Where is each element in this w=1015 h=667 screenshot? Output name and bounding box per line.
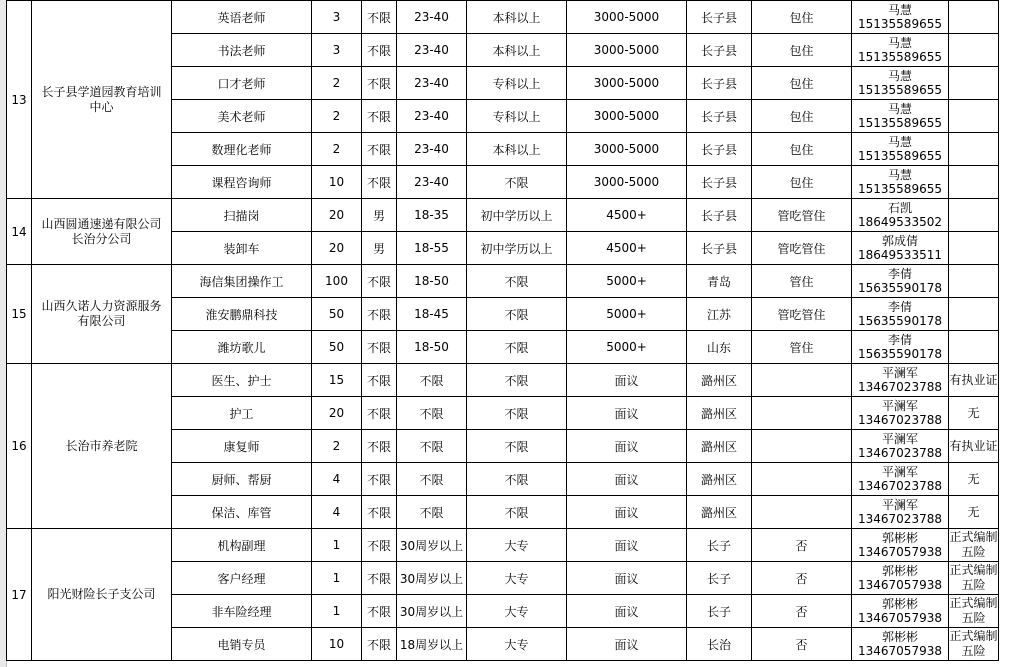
note-cell[interactable]: 无	[949, 496, 999, 529]
contact-cell[interactable]	[852, 496, 949, 529]
benefits-cell[interactable]	[752, 364, 852, 397]
contact-cell[interactable]	[852, 67, 949, 100]
benefits-cell[interactable]: 包住	[752, 1, 852, 34]
table-row	[7, 529, 999, 562]
location-cell[interactable]: 长治	[687, 628, 752, 661]
company-cell[interactable]: 山西圆通速递有限公司长治分公司	[32, 199, 172, 265]
gender-cell[interactable]: 不限	[362, 628, 397, 661]
position-cell[interactable]: 英语老师	[172, 1, 312, 34]
contact-cell[interactable]	[852, 34, 949, 67]
count-cell[interactable]: 2	[312, 100, 362, 133]
position-cell[interactable]: 口才老师	[172, 67, 312, 100]
contact-name: 郭成倩	[881, 234, 918, 248]
contact-name: 平澜军	[881, 366, 918, 380]
education-cell[interactable]: 不限	[467, 298, 567, 331]
age-cell[interactable]: 不限	[397, 463, 467, 496]
gender-cell[interactable]: 不限	[362, 34, 397, 67]
position-cell[interactable]: 海信集团操作工	[172, 265, 312, 298]
salary-cell[interactable]: 面议	[567, 430, 687, 463]
count-cell[interactable]: 50	[312, 298, 362, 331]
gender-cell[interactable]: 不限	[362, 133, 397, 166]
contact-name: 李倩	[887, 333, 912, 347]
note-cell[interactable]: 无	[949, 397, 999, 430]
contact-name: 李倩	[887, 300, 912, 314]
salary-cell[interactable]: 面议	[567, 628, 687, 661]
education-cell[interactable]: 本科以上	[467, 1, 567, 34]
count-cell[interactable]: 20	[312, 199, 362, 232]
education-cell[interactable]: 大专	[467, 628, 567, 661]
contact-cell[interactable]	[852, 364, 949, 397]
gender-cell[interactable]: 不限	[362, 331, 397, 364]
contact-name: 平澜军	[881, 465, 918, 479]
note-cell[interactable]	[949, 199, 999, 232]
position-cell[interactable]: 潍坊歌儿	[172, 331, 312, 364]
age-cell[interactable]: 18周岁以上	[397, 628, 467, 661]
count-cell[interactable]: 2	[312, 430, 362, 463]
contact-cell[interactable]	[852, 232, 949, 265]
benefits-cell[interactable]	[752, 463, 852, 496]
note-cell[interactable]: 有执业证	[949, 364, 999, 397]
gender-cell[interactable]: 不限	[362, 1, 397, 34]
group-index-cell[interactable]: 13	[7, 1, 32, 199]
contact-phone: 13467057938	[858, 611, 942, 625]
contact-phone: 15635590178	[858, 281, 942, 295]
contact-name: 郭彬彬	[881, 564, 918, 578]
age-cell[interactable]: 18-50	[397, 331, 467, 364]
count-cell[interactable]: 20	[312, 232, 362, 265]
location-cell[interactable]: 江苏	[687, 298, 752, 331]
position-cell[interactable]: 客户经理	[172, 562, 312, 595]
count-cell[interactable]: 3	[312, 34, 362, 67]
count-cell[interactable]: 50	[312, 331, 362, 364]
age-cell[interactable]: 18-35	[397, 199, 467, 232]
age-cell[interactable]: 不限	[397, 364, 467, 397]
contact-cell[interactable]	[852, 463, 949, 496]
age-cell[interactable]: 23-40	[397, 133, 467, 166]
count-cell[interactable]: 10	[312, 166, 362, 199]
location-cell[interactable]: 长子县	[687, 232, 752, 265]
contact-name: 马慧	[887, 102, 912, 116]
count-cell[interactable]: 100	[312, 265, 362, 298]
contact-cell[interactable]	[852, 430, 949, 463]
education-cell[interactable]: 不限	[467, 166, 567, 199]
table-row	[7, 265, 999, 298]
education-cell[interactable]: 大专	[467, 595, 567, 628]
contact-cell[interactable]	[852, 133, 949, 166]
benefits-cell[interactable]: 包住	[752, 100, 852, 133]
note-cell[interactable]	[949, 265, 999, 298]
company-cell[interactable]: 长子县学道园教育培训中心	[32, 1, 172, 199]
count-cell[interactable]: 20	[312, 397, 362, 430]
salary-cell[interactable]: 3000-5000	[567, 100, 687, 133]
position-cell[interactable]: 护工	[172, 397, 312, 430]
position-cell[interactable]: 美术老师	[172, 100, 312, 133]
salary-cell[interactable]: 面议	[567, 397, 687, 430]
gender-cell[interactable]: 男	[362, 232, 397, 265]
education-cell[interactable]: 不限	[467, 496, 567, 529]
location-cell[interactable]: 潞州区	[687, 496, 752, 529]
position-cell[interactable]: 保洁、库管	[172, 496, 312, 529]
benefits-cell[interactable]	[752, 496, 852, 529]
benefits-cell[interactable]: 包住	[752, 166, 852, 199]
contact-cell[interactable]	[852, 562, 949, 595]
salary-cell[interactable]: 面议	[567, 364, 687, 397]
position-cell[interactable]: 书法老师	[172, 34, 312, 67]
gender-cell[interactable]: 不限	[362, 265, 397, 298]
count-cell[interactable]: 10	[312, 628, 362, 661]
salary-cell[interactable]: 5000+	[567, 265, 687, 298]
gender-cell[interactable]: 不限	[362, 529, 397, 562]
age-cell[interactable]: 不限	[397, 496, 467, 529]
gender-cell[interactable]: 不限	[362, 463, 397, 496]
education-cell[interactable]: 本科以上	[467, 34, 567, 67]
salary-cell[interactable]: 面议	[567, 562, 687, 595]
note-cell[interactable]	[949, 232, 999, 265]
note-cell[interactable]	[949, 67, 999, 100]
salary-cell[interactable]: 面议	[567, 463, 687, 496]
contact-name: 石凯	[887, 201, 912, 215]
contact-cell[interactable]	[852, 397, 949, 430]
benefits-cell[interactable]: 管吃管住	[752, 199, 852, 232]
note-cell[interactable]	[949, 166, 999, 199]
contact-phone: 13467023788	[858, 512, 942, 526]
location-cell[interactable]: 长子	[687, 595, 752, 628]
benefits-cell[interactable]: 否	[752, 529, 852, 562]
gender-cell[interactable]: 不限	[362, 298, 397, 331]
education-cell[interactable]: 本科以上	[467, 133, 567, 166]
contact-phone: 15635590178	[858, 314, 942, 328]
position-cell[interactable]: 医生、护士	[172, 364, 312, 397]
note-cell[interactable]: 有执业证	[949, 430, 999, 463]
age-cell[interactable]: 23-40	[397, 1, 467, 34]
education-cell[interactable]: 不限	[467, 430, 567, 463]
age-cell[interactable]: 23-40	[397, 34, 467, 67]
contact-phone: 13467023788	[858, 380, 942, 394]
contact-name: 马慧	[887, 36, 912, 50]
location-cell[interactable]: 山东	[687, 331, 752, 364]
age-cell[interactable]: 23-40	[397, 100, 467, 133]
position-cell[interactable]: 电销专员	[172, 628, 312, 661]
group-index-cell[interactable]: 17	[7, 529, 32, 661]
location-cell[interactable]: 长子县	[687, 1, 752, 34]
location-cell[interactable]: 潞州区	[687, 397, 752, 430]
count-cell[interactable]: 15	[312, 364, 362, 397]
contact-phone: 13467023788	[858, 413, 942, 427]
age-cell[interactable]: 不限	[397, 397, 467, 430]
contact-name: 郭彬彬	[881, 597, 918, 611]
location-cell[interactable]: 青岛	[687, 265, 752, 298]
position-cell[interactable]: 厨师、帮厨	[172, 463, 312, 496]
count-cell[interactable]: 2	[312, 133, 362, 166]
company-cell[interactable]: 山西久诺人力资源服务有限公司	[32, 265, 172, 364]
position-cell[interactable]: 机构副理	[172, 529, 312, 562]
position-cell[interactable]: 扫描岗	[172, 199, 312, 232]
location-cell[interactable]: 长子	[687, 529, 752, 562]
gender-cell[interactable]: 不限	[362, 100, 397, 133]
count-cell[interactable]: 1	[312, 529, 362, 562]
note-cell[interactable]: 正式编制五险	[949, 562, 999, 595]
note-cell[interactable]	[949, 298, 999, 331]
note-cell[interactable]	[949, 133, 999, 166]
contact-phone: 13467057938	[858, 545, 942, 559]
contact-phone: 13467057938	[858, 578, 942, 592]
age-cell[interactable]: 18-45	[397, 298, 467, 331]
contact-cell[interactable]	[852, 628, 949, 661]
count-cell[interactable]: 4	[312, 463, 362, 496]
benefits-cell[interactable]: 管吃管住	[752, 298, 852, 331]
contact-phone: 13467023788	[858, 446, 942, 460]
location-cell[interactable]: 潞州区	[687, 364, 752, 397]
contact-phone: 15135589655	[858, 182, 942, 196]
contact-cell[interactable]	[852, 265, 949, 298]
salary-cell[interactable]: 面议	[567, 529, 687, 562]
education-cell[interactable]: 初中学历以上	[467, 199, 567, 232]
benefits-cell[interactable]: 管住	[752, 265, 852, 298]
salary-cell[interactable]: 3000-5000	[567, 34, 687, 67]
age-cell[interactable]: 23-40	[397, 166, 467, 199]
table-row	[7, 199, 999, 232]
benefits-cell[interactable]	[752, 397, 852, 430]
benefits-cell[interactable]: 否	[752, 595, 852, 628]
age-cell[interactable]: 30周岁以上	[397, 529, 467, 562]
education-cell[interactable]: 不限	[467, 397, 567, 430]
education-cell[interactable]: 大专	[467, 529, 567, 562]
count-cell[interactable]: 3	[312, 1, 362, 34]
count-cell[interactable]: 2	[312, 67, 362, 100]
gender-cell[interactable]: 不限	[362, 67, 397, 100]
contact-name: 马慧	[887, 168, 912, 182]
education-cell[interactable]: 专科以上	[467, 67, 567, 100]
count-cell[interactable]: 4	[312, 496, 362, 529]
contact-cell[interactable]	[852, 199, 949, 232]
salary-cell[interactable]: 3000-5000	[567, 67, 687, 100]
contact-name: 郭彬彬	[881, 531, 918, 545]
contact-cell[interactable]	[852, 100, 949, 133]
age-cell[interactable]: 30周岁以上	[397, 562, 467, 595]
count-cell[interactable]: 1	[312, 595, 362, 628]
table-row	[7, 364, 999, 397]
table-body	[7, 1, 999, 661]
location-cell[interactable]: 长子县	[687, 199, 752, 232]
gender-cell[interactable]: 不限	[362, 430, 397, 463]
contact-name: 马慧	[887, 69, 912, 83]
location-cell[interactable]: 长子县	[687, 100, 752, 133]
salary-cell[interactable]: 5000+	[567, 298, 687, 331]
contact-cell[interactable]	[852, 529, 949, 562]
education-cell[interactable]: 大专	[467, 562, 567, 595]
note-cell[interactable]: 正式编制五险	[949, 529, 999, 562]
gender-cell[interactable]: 不限	[362, 562, 397, 595]
benefits-cell[interactable]: 包住	[752, 34, 852, 67]
note-cell[interactable]: 无	[949, 463, 999, 496]
contact-phone: 15135589655	[858, 83, 942, 97]
contact-phone: 15135589655	[858, 149, 942, 163]
contact-cell[interactable]	[852, 1, 949, 34]
note-cell[interactable]	[949, 34, 999, 67]
benefits-cell[interactable]: 管吃管住	[752, 232, 852, 265]
salary-cell[interactable]: 面议	[567, 595, 687, 628]
salary-cell[interactable]: 4500+	[567, 199, 687, 232]
gender-cell[interactable]: 不限	[362, 397, 397, 430]
contact-phone: 15135589655	[858, 116, 942, 130]
contact-name: 郭彬彬	[881, 630, 918, 644]
location-cell[interactable]: 长子县	[687, 133, 752, 166]
recruitment-table	[6, 0, 999, 661]
table-row	[7, 1, 999, 34]
location-cell[interactable]: 长子县	[687, 166, 752, 199]
salary-cell[interactable]: 3000-5000	[567, 166, 687, 199]
company-cell[interactable]: 长治市养老院	[32, 364, 172, 529]
contact-name: 李倩	[887, 267, 912, 281]
contact-phone: 13467057938	[858, 644, 942, 658]
company-cell[interactable]: 阳光财险长子支公司	[32, 529, 172, 661]
position-cell[interactable]: 课程咨询师	[172, 166, 312, 199]
contact-name: 马慧	[887, 3, 912, 17]
location-cell[interactable]: 长子县	[687, 34, 752, 67]
position-cell[interactable]: 非车险经理	[172, 595, 312, 628]
contact-name: 平澜军	[881, 399, 918, 413]
gender-cell[interactable]: 不限	[362, 496, 397, 529]
gender-cell[interactable]: 不限	[362, 595, 397, 628]
age-cell[interactable]: 30周岁以上	[397, 595, 467, 628]
gender-cell[interactable]: 不限	[362, 166, 397, 199]
education-cell[interactable]: 专科以上	[467, 100, 567, 133]
salary-cell[interactable]: 4500+	[567, 232, 687, 265]
gender-cell[interactable]: 男	[362, 199, 397, 232]
position-cell[interactable]: 数理化老师	[172, 133, 312, 166]
education-cell[interactable]: 不限	[467, 331, 567, 364]
contact-phone: 18649533502	[858, 215, 942, 229]
education-cell[interactable]: 初中学历以上	[467, 232, 567, 265]
location-cell[interactable]: 潞州区	[687, 463, 752, 496]
contact-phone: 15135589655	[858, 17, 942, 31]
contact-name: 平澜军	[881, 498, 918, 512]
contact-phone: 15135589655	[858, 50, 942, 64]
contact-cell[interactable]	[852, 298, 949, 331]
age-cell[interactable]: 不限	[397, 430, 467, 463]
salary-cell[interactable]: 3000-5000	[567, 1, 687, 34]
age-cell[interactable]: 18-50	[397, 265, 467, 298]
contact-name: 平澜军	[881, 432, 918, 446]
contact-cell[interactable]	[852, 331, 949, 364]
note-cell[interactable]	[949, 100, 999, 133]
benefits-cell[interactable]	[752, 430, 852, 463]
contact-cell[interactable]	[852, 166, 949, 199]
location-cell[interactable]: 长子	[687, 562, 752, 595]
education-cell[interactable]: 不限	[467, 364, 567, 397]
education-cell[interactable]: 不限	[467, 463, 567, 496]
location-cell[interactable]: 长子县	[687, 67, 752, 100]
note-cell[interactable]: 正式编制五险	[949, 628, 999, 661]
group-index-cell[interactable]: 15	[7, 265, 32, 364]
benefits-cell[interactable]: 管住	[752, 331, 852, 364]
position-cell[interactable]: 康复师	[172, 430, 312, 463]
note-cell[interactable]: 正式编制五险	[949, 595, 999, 628]
contact-cell[interactable]	[852, 595, 949, 628]
education-cell[interactable]: 不限	[467, 265, 567, 298]
age-cell[interactable]: 23-40	[397, 67, 467, 100]
position-cell[interactable]: 淮安鹏鼎科技	[172, 298, 312, 331]
contact-phone: 18649533511	[858, 248, 942, 262]
salary-cell[interactable]: 面议	[567, 496, 687, 529]
note-cell[interactable]	[949, 1, 999, 34]
benefits-cell[interactable]: 包住	[752, 133, 852, 166]
gender-cell[interactable]: 不限	[362, 364, 397, 397]
location-cell[interactable]: 潞州区	[687, 430, 752, 463]
salary-cell[interactable]: 5000+	[567, 331, 687, 364]
benefits-cell[interactable]: 否	[752, 562, 852, 595]
contact-phone: 15635590178	[858, 347, 942, 361]
benefits-cell[interactable]: 包住	[752, 67, 852, 100]
benefits-cell[interactable]: 否	[752, 628, 852, 661]
age-cell[interactable]: 18-55	[397, 232, 467, 265]
salary-cell[interactable]: 3000-5000	[567, 133, 687, 166]
contact-name: 马慧	[887, 135, 912, 149]
group-index-cell[interactable]: 16	[7, 364, 32, 529]
count-cell[interactable]: 1	[312, 562, 362, 595]
contact-phone: 13467023788	[858, 479, 942, 493]
position-cell[interactable]: 装卸车	[172, 232, 312, 265]
group-index-cell[interactable]: 14	[7, 199, 32, 265]
note-cell[interactable]	[949, 331, 999, 364]
